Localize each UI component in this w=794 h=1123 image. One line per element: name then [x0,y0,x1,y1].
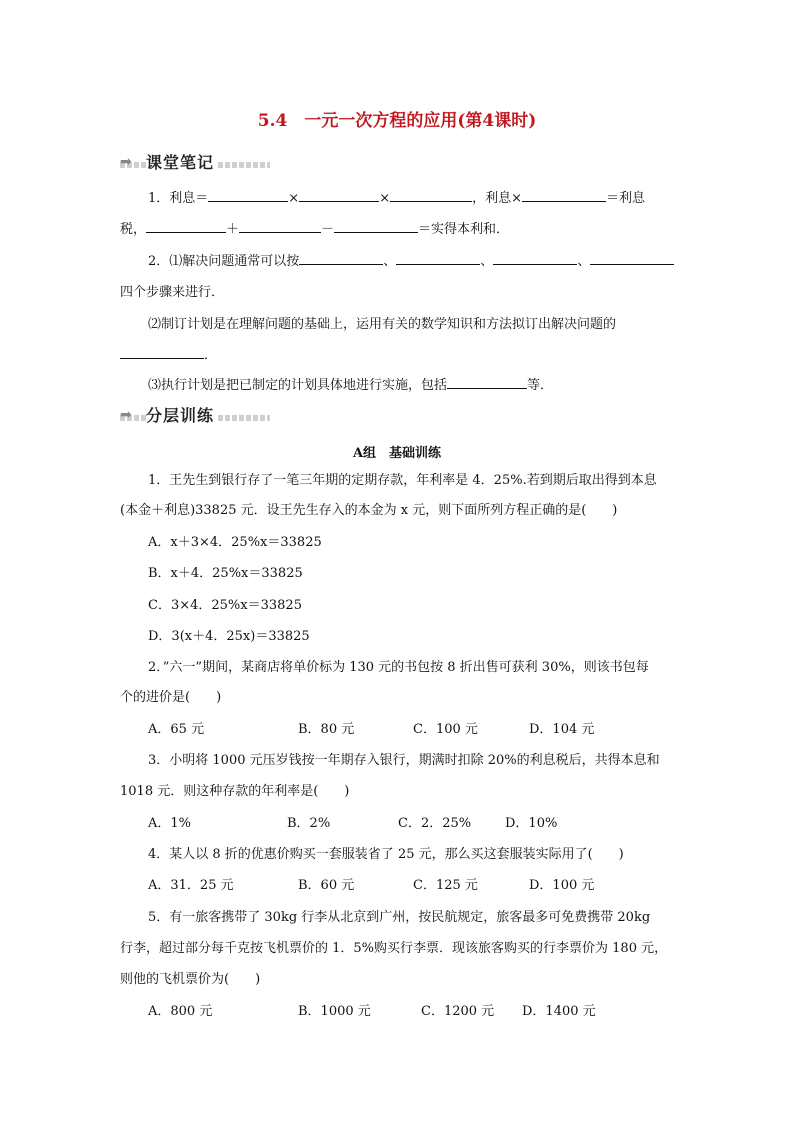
fill-blank[interactable] [334,220,418,233]
question-5-line-2: 行李，超过部分每千克按飞机票价的 1．5%购买行李票．现该旅客购买的行李票价为 180 元， [120,941,668,956]
fill-blank[interactable] [590,252,674,265]
q1-option-c[interactable]: C．3×4．25%x＝33825 [148,598,302,613]
text: × [379,191,391,206]
fill-blank[interactable] [146,220,226,233]
q2-option-a[interactable]: A．65 元 [148,722,205,737]
text: ⑶执行计划是把已制定的计划具体地进行实施，包括 [148,378,448,393]
note-2-line-3: ⑵制订计划是在理解问题的基础上，运用有关的数学知识和方法拟订出解决问题的 [148,317,617,332]
note-1-line-2 [120,218,680,237]
q1-option-d[interactable]: D．3(x＋4．25x)＝33825 [148,629,310,644]
q4-option-d[interactable]: D．100 元 [529,878,595,893]
question-1-line-1: 1．王先生到银行存了一笔三年期的定期存款，年利率是 4．25%.若到期后取出得到本息 [148,473,657,488]
fill-blank[interactable] [447,376,527,389]
text: 、 [577,254,591,269]
q3-option-d[interactable]: D．10% [505,816,558,831]
text: 2．⑴解决问题通常可以按 [148,254,300,269]
page-title: 5.4 一元一次方程的应用(第4课时) [257,111,537,131]
note-2-line-1 [148,250,708,269]
q4-option-c[interactable]: C．125 元 [413,878,478,893]
q5-option-a[interactable]: A．800 元 [148,1004,213,1019]
section-title-notes: 课堂笔记 [146,150,218,173]
fill-blank[interactable] [493,252,577,265]
text: ，利息× [472,191,522,206]
text: ＝实得本利和． [418,222,510,237]
q2-option-d[interactable]: D．104 元 [529,722,595,737]
fill-blank[interactable] [396,252,480,265]
arrow-icon: ➡ [120,407,132,423]
text: × [288,191,300,206]
fill-blank[interactable] [239,220,321,233]
q1-option-b[interactable]: B．x＋4．25%x＝33825 [148,566,303,581]
question-5-line-1: 5．有一旅客携带了 30kg 行李从北京到广州，按民航规定，旅客最多可免费携带 20kg [148,910,651,925]
question-3-line-1: 3．小明将 1000 元压岁钱按一年期存入银行，期满时扣除 20%的利息税后，共得本息和 [148,753,660,768]
text: 1．利息＝ [148,191,209,206]
text: － [321,222,335,237]
arrow-icon: ➡ [120,154,132,170]
text: ＋ [226,222,240,237]
q2-option-b[interactable]: B．80 元 [298,722,355,737]
q4-option-b[interactable]: B．60 元 [298,878,355,893]
q2-option-c[interactable]: C．100 元 [413,722,478,737]
text: 等． [527,378,554,393]
note-1-line-1 [148,187,708,206]
fill-blank[interactable] [120,346,204,359]
fill-blank[interactable] [522,189,606,202]
text: 、 [383,254,397,269]
q5-option-c[interactable]: C．1200 元 [421,1004,495,1019]
section-banner-notes [120,150,270,172]
q4-option-a[interactable]: A．31．25 元 [148,878,234,893]
text: ． [204,348,218,363]
question-2-line-1: 2．”六一”期间，某商店将单价标为 130 元的书包按 8 折出售可获利 30%，则该书包每 [148,660,649,675]
question-4-line-1: 4．某人以 8 折的优惠价购买一套服装省了 25 元，那么买这套服装实际用了( ) [148,847,624,862]
q1-option-a[interactable]: A．x＋3×4．25%x＝33825 [148,535,322,550]
text: 、 [480,254,494,269]
question-2-line-2: 个的进价是( ) [120,690,222,705]
q3-option-b[interactable]: B．2% [287,816,331,831]
question-5-line-3: 则他的飞机票价为( ) [120,972,261,987]
section-banner-training [120,403,270,425]
text: ＝利息 [606,191,646,206]
group-title: A组 基础训练 [352,446,442,461]
fill-blank[interactable] [299,189,379,202]
question-3-line-2: 1018 元．则这种存款的年利率是( ) [120,784,350,799]
q5-option-d[interactable]: D．1400 元 [522,1004,596,1019]
q5-option-b[interactable]: B．1000 元 [298,1004,371,1019]
q3-option-a[interactable]: A．1% [148,816,192,831]
fill-blank[interactable] [299,252,383,265]
section-title-training: 分层训练 [146,403,218,426]
note-2-line-2: 四个步骤来进行． [120,285,225,300]
question-1-line-2: (本金＋利息)33825 元．设王先生存入的本金为 x 元，则下面所列方程正确的是( ) [120,503,618,518]
fill-blank[interactable] [390,189,472,202]
text: 税， [120,222,147,237]
fill-blank[interactable] [208,189,288,202]
note-3-line-1 [148,374,708,393]
q3-option-c[interactable]: C．2．25% [398,816,472,831]
note-2-line-4 [120,344,680,363]
